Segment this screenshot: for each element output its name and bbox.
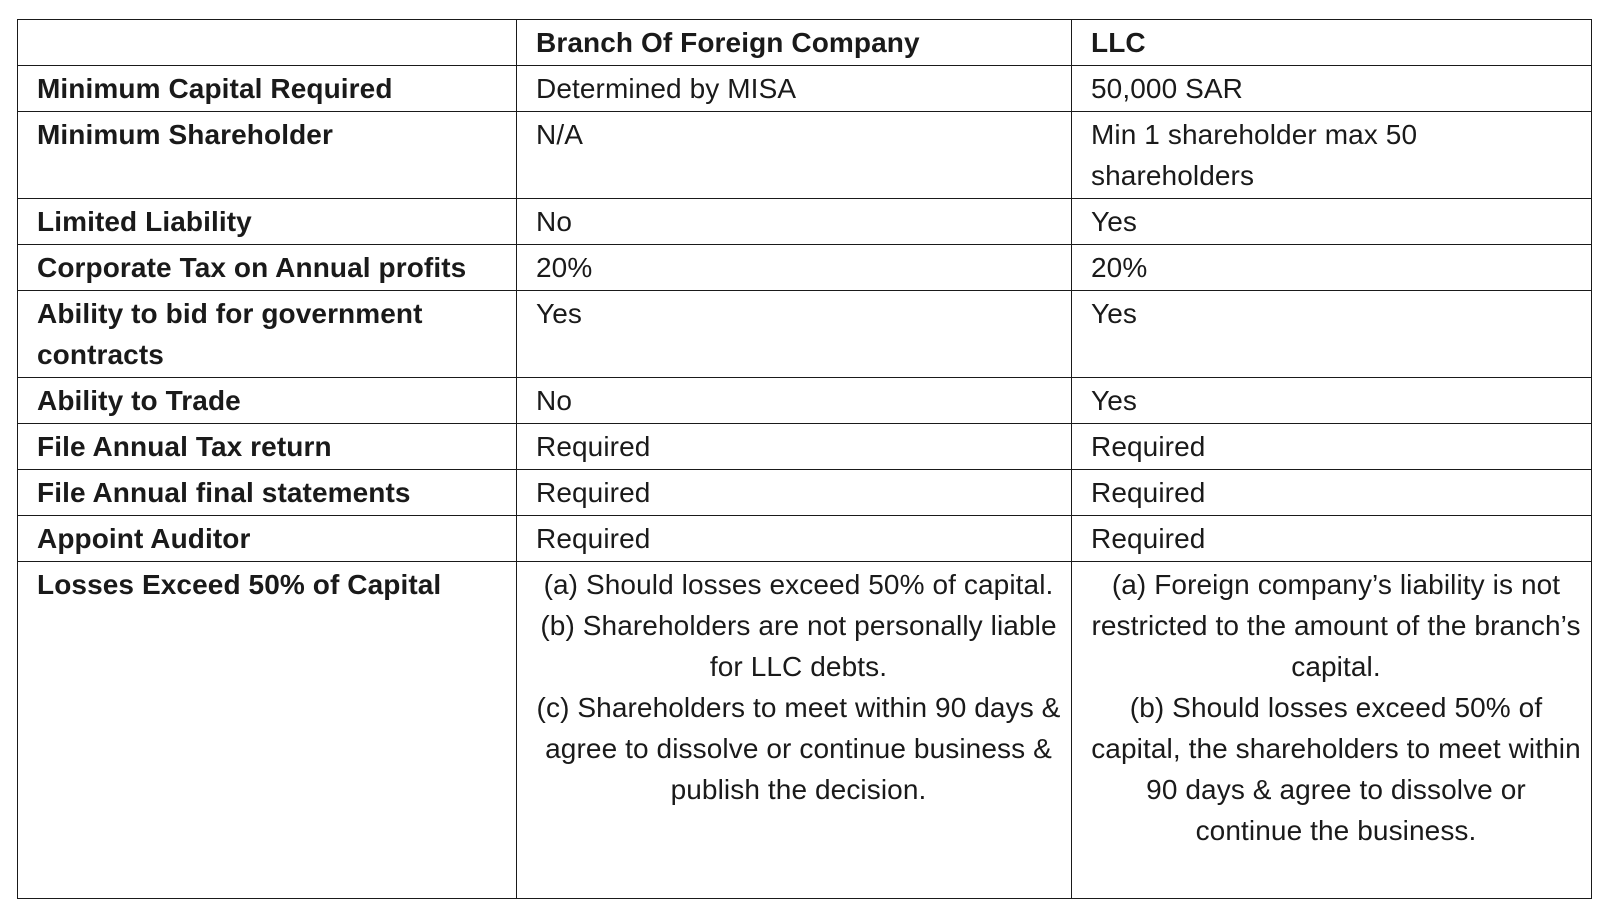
table-row-appoint-auditor [18, 516, 1592, 562]
row-label: Minimum Shareholder [18, 112, 517, 199]
table-row-corporate-tax [18, 245, 1592, 291]
llc-cell: Required [1072, 470, 1592, 516]
header-cell-branch: Branch Of Foreign Company [517, 20, 1072, 66]
llc-cell: Min 1 shareholder max 50 shareholders [1072, 112, 1592, 199]
table-row-losses-exceed [18, 562, 1592, 899]
row-label: Appoint Auditor [18, 516, 517, 562]
comparison-document [17, 19, 1591, 899]
branch-cell: No [517, 199, 1072, 245]
table-row-government-contracts [18, 291, 1592, 378]
row-label: Losses Exceed 50% of Capital [18, 562, 517, 899]
table-header-row [18, 20, 1592, 66]
branch-clause-a: (a) Should losses exceed 50% of capital. [543, 569, 1054, 600]
row-label: Limited Liability [18, 199, 517, 245]
header-cell-llc: LLC [1072, 20, 1592, 66]
row-label: Corporate Tax on Annual profits [18, 245, 517, 291]
row-label: File Annual Tax return [18, 424, 517, 470]
table-row-annual-tax-return [18, 424, 1592, 470]
llc-cell: Required [1072, 516, 1592, 562]
table-row-minimum-capital [18, 66, 1592, 112]
comparison-table [17, 19, 1592, 899]
llc-clause-a: (a) Foreign company’s liability is not restricted to the amount of the branch’s capital. [1091, 569, 1581, 682]
llc-cell: Yes [1072, 378, 1592, 424]
row-label: Minimum Capital Required [18, 66, 517, 112]
branch-clause-c: (c) Shareholders to meet within 90 days & agree to dissolve or continue business & publish the decision. [536, 692, 1061, 805]
row-label: Ability to bid for government contracts [18, 291, 517, 378]
branch-cell: 20% [517, 245, 1072, 291]
branch-cell: N/A [517, 112, 1072, 199]
branch-cell: Yes [517, 291, 1072, 378]
llc-cell [1072, 562, 1592, 899]
llc-clause-b: (b) Should losses exceed 50% of capital, the shareholders to meet within 90 days & agree to dissolve or continue the business. [1091, 692, 1581, 846]
table-row-minimum-shareholder [18, 112, 1592, 199]
branch-cell [517, 562, 1072, 899]
branch-cell: Determined by MISA [517, 66, 1072, 112]
llc-cell: Required [1072, 424, 1592, 470]
llc-cell: Yes [1072, 199, 1592, 245]
table-row-annual-final-statements [18, 470, 1592, 516]
branch-cell: Required [517, 424, 1072, 470]
branch-cell: Required [517, 470, 1072, 516]
row-label: Ability to Trade [18, 378, 517, 424]
table-row-ability-to-trade [18, 378, 1592, 424]
llc-cell: 20% [1072, 245, 1592, 291]
table-row-limited-liability [18, 199, 1592, 245]
branch-cell: Required [517, 516, 1072, 562]
llc-cell: Yes [1072, 291, 1592, 378]
branch-cell: No [517, 378, 1072, 424]
row-label: File Annual final statements [18, 470, 517, 516]
header-cell-empty [18, 20, 517, 66]
branch-clause-b: (b) Shareholders are not personally liable for LLC debts. [540, 610, 1057, 682]
llc-cell: 50,000 SAR [1072, 66, 1592, 112]
